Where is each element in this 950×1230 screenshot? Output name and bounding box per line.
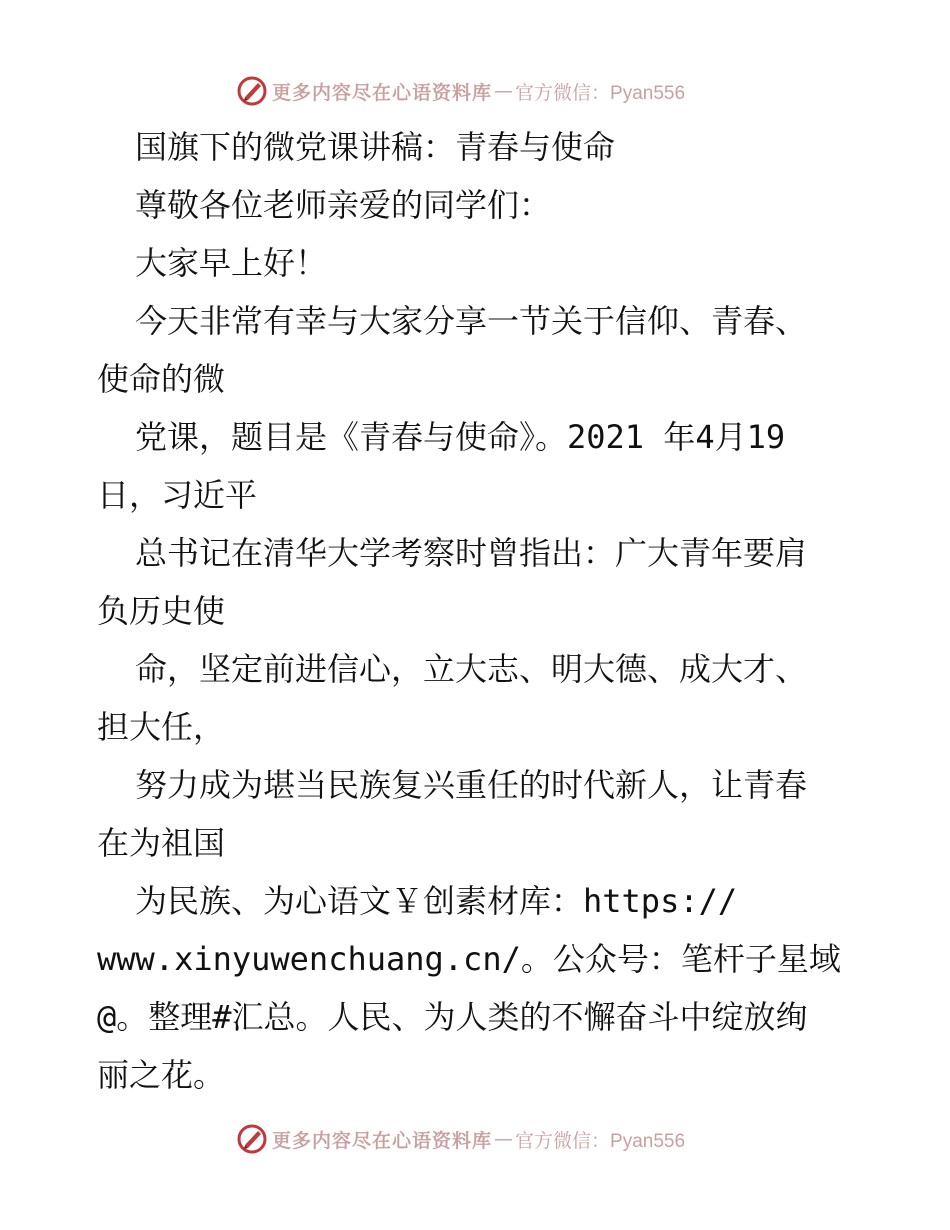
paragraph-line: 今天非常有幸与大家分享一节关于信仰、青春、	[135, 302, 808, 340]
header-banner	[236, 74, 685, 108]
pen-logo-icon	[236, 75, 268, 107]
paragraph-line: 日，习近平	[97, 476, 258, 514]
paragraph-line: @。整理#汇总。人民、为人类的不懈奋斗中绽放绚	[97, 998, 808, 1036]
paragraph-line: 负历史使	[97, 592, 226, 630]
paragraph-line: 担大任，	[97, 708, 226, 746]
paragraph-line: 命，坚定前进信心，立大志、明大德、成大才、	[135, 650, 808, 688]
document-title: 国旗下的微党课讲稿：青春与使命	[135, 128, 616, 166]
salutation: 尊敬各位老师亲爱的同学们：	[135, 186, 552, 224]
header-banner-account: 官方微信：Pyan556	[515, 82, 686, 104]
footer-banner-account: 官方微信：Pyan556	[515, 1130, 686, 1152]
paragraph-line: 使命的微	[97, 360, 226, 398]
footer-banner-text: 更多内容尽在心语资料库	[272, 1129, 493, 1152]
footer-banner	[236, 1122, 685, 1156]
paragraph-line: 总书记在清华大学考察时曾指出：广大青年要肩	[135, 534, 808, 572]
header-banner-dash: —	[494, 80, 514, 102]
header-banner-text: 更多内容尽在心语资料库	[272, 81, 493, 104]
footer-banner-dash: —	[494, 1128, 514, 1150]
paragraph-line: 丽之花。	[97, 1056, 226, 1094]
paragraph-line: 努力成为堪当民族复兴重任的时代新人，让青春	[135, 766, 808, 804]
paragraph-line: 为民族、为心语文￥创素材库：https://	[135, 882, 738, 920]
paragraph-line: 在为祖国	[97, 824, 226, 862]
greeting: 大家早上好！	[135, 244, 328, 282]
paragraph-line: 党课，题目是《青春与使命》。2021 年4月19	[135, 418, 786, 456]
paragraph-line: www.xinyuwenchuang.cn/。公众号：笔杆子星域	[97, 940, 841, 978]
pen-logo-icon	[236, 1123, 268, 1155]
